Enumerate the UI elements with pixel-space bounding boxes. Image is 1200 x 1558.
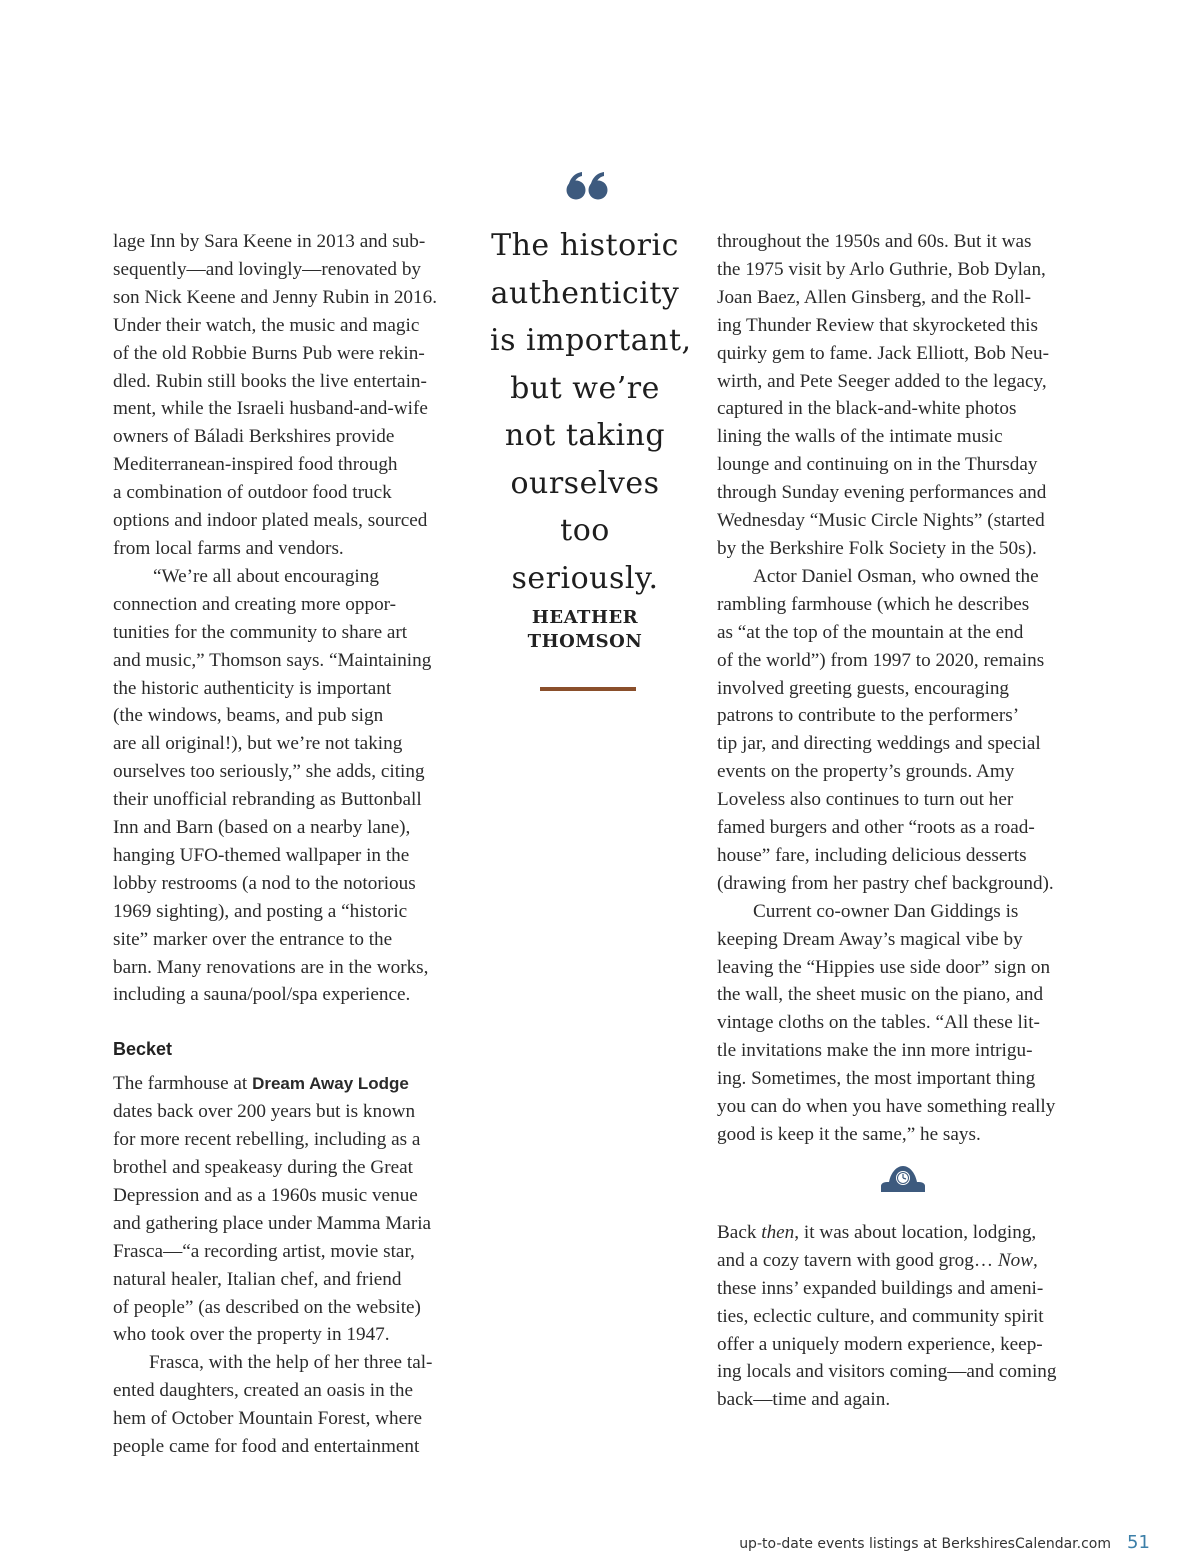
text-line: as “at the top of the mountain at the end (717, 621, 1024, 643)
text-line: (drawing from her pastry chef background). (717, 872, 1054, 894)
text-line: quirky gem to fame. Jack Elliott, Bob Neu- (717, 342, 1049, 364)
text-line: involved greeting guests, encouraging (717, 677, 1010, 699)
text-line: keeping Dream Away’s magical vibe by (717, 928, 1023, 950)
pull-quote (490, 222, 692, 602)
text-line: patrons to contribute to the performers’ (717, 705, 1020, 727)
paragraph (717, 563, 1089, 898)
text-line: Inn and Barn (based on a nearby lane), (113, 817, 411, 839)
section-heading: Becket (113, 1039, 173, 1060)
accent-rule (540, 687, 636, 691)
paragraph (113, 1349, 463, 1461)
text-run: Back (717, 1221, 762, 1243)
pull-quote-line: but we’re (510, 370, 660, 406)
text-line (113, 1070, 463, 1098)
mantel-clock-icon (879, 1162, 927, 1194)
footer-text: up-to-date events listings at BerkshiresCalendar.com (739, 1536, 1111, 1552)
text-line: barn. Many renovations are in the works, (113, 956, 429, 978)
text-line: their unofficial rebranding as Buttonball (113, 789, 422, 811)
text-run: The farmhouse at (113, 1073, 253, 1095)
text-line (717, 1219, 1089, 1247)
text-line: house” fare, including delicious desserts (717, 844, 1027, 866)
text-line: hanging UFO-themed wallpaper in the (113, 844, 410, 866)
paragraph (113, 1070, 463, 1349)
quote-mark-icon (565, 168, 609, 202)
text-line: Current co-owner Dan Giddings is (753, 900, 1019, 922)
text-line: Frasca, with the help of her three tal- (149, 1352, 433, 1374)
text-line (717, 1247, 1089, 1275)
left-column (113, 228, 463, 1461)
pull-quote-attribution (490, 606, 680, 654)
pull-quote-line: authenticity (490, 275, 680, 311)
text-run: , (1033, 1249, 1038, 1271)
text-line: are all original!), but we’re not taking (113, 733, 403, 755)
text-line: Loveless also continues to turn out her (717, 789, 1014, 811)
text-line: Under their watch, the music and magic (113, 314, 420, 336)
text-line: Actor Daniel Osman, who owned the (753, 565, 1039, 587)
text-line: these inns’ expanded buildings and ameni- (717, 1277, 1044, 1299)
text-line: the wall, the sheet music on the piano, and (717, 984, 1044, 1006)
text-line: vintage cloths on the tables. “All these lit- (717, 1012, 1040, 1034)
text-line: events on the property’s grounds. Amy (717, 761, 1015, 783)
paragraph (717, 228, 1089, 563)
pull-quote-line: ourselves (510, 465, 660, 501)
text-line: captured in the black-and-white photos (717, 398, 1017, 420)
text-line: owners of Báladi Berkshires provide (113, 426, 395, 448)
text-line: of people” (as described on the website) (113, 1296, 421, 1318)
text-line: lounge and continuing on in the Thursday (717, 454, 1038, 476)
text-line: wirth, and Pete Seeger added to the legacy, (717, 370, 1047, 392)
text-line: tip jar, and directing weddings and special (717, 733, 1041, 755)
text-line: a combination of outdoor food truck (113, 482, 392, 504)
venue-name: Dream Away Lodge (252, 1074, 409, 1094)
text-line: ties, eclectic culture, and community spirit (717, 1305, 1044, 1327)
text-line: site” marker over the entrance to the (113, 928, 393, 950)
text-line: tunities for the community to share art (113, 621, 408, 643)
text-line: ing locals and visitors coming—and coming (717, 1361, 1057, 1383)
text-line: hem of October Mountain Forest, where (113, 1408, 423, 1430)
text-line: Wednesday “Music Circle Nights” (started (717, 510, 1045, 532)
text-line: the 1975 visit by Arlo Guthrie, Bob Dylan, (717, 258, 1046, 280)
text-line: Depression and as a 1960s music venue (113, 1184, 418, 1206)
text-line: good is keep it the same,” he says. (717, 1124, 981, 1145)
paragraph (113, 563, 463, 1010)
attribution-line: THOMSON (527, 631, 643, 652)
text-line: you can do when you have something really (717, 1096, 1056, 1118)
text-line: for more recent rebelling, including as a (113, 1129, 421, 1151)
paragraph (717, 1219, 1089, 1414)
text-line: ing. Sometimes, the most important thing (717, 1068, 1036, 1090)
attribution-line: HEATHER (531, 607, 639, 628)
paragraph (113, 228, 463, 563)
text-line: the historic authenticity is important (113, 677, 392, 699)
text-line: tle invitations make the inn more intrigu- (717, 1040, 1033, 1062)
text-run: then (761, 1221, 795, 1243)
text-line: ented daughters, created an oasis in the (113, 1380, 413, 1402)
text-line: offer a uniquely modern experience, keep- (717, 1333, 1043, 1355)
text-line: Joan Baez, Allen Ginsberg, and the Roll- (717, 286, 1032, 308)
text-line: ing Thunder Review that skyrocketed this (717, 314, 1038, 336)
text-line: ment, while the Israeli husband-and-wife (113, 398, 428, 420)
text-line: brothel and speakeasy during the Great (113, 1157, 413, 1178)
text-line: who took over the property in 1947. (113, 1324, 390, 1346)
text-line: rambling farmhouse (which he describes (717, 593, 1030, 615)
text-line: (the windows, beams, and pub sign (113, 705, 384, 727)
text-line: back—time and again. (717, 1389, 891, 1411)
pull-quote-line: The historic (491, 228, 679, 263)
text-line: lining the walls of the intimate music (717, 426, 1003, 448)
text-line: and gathering place under Mamma Maria (113, 1212, 432, 1234)
text-line: “We’re all about encouraging (153, 565, 379, 587)
text-run: Now (997, 1249, 1034, 1271)
text-line: leaving the “Hippies use side door” sign on (717, 956, 1051, 978)
text-line: connection and creating more oppor- (113, 593, 397, 615)
text-line: dates back over 200 years but is known (113, 1101, 416, 1123)
pull-quote-line: too (560, 513, 610, 548)
text-line: Frasca—“a recording artist, movie star, (113, 1240, 415, 1262)
text-line: dled. Rubin still books the live entertain- (113, 370, 427, 392)
text-line: of the world”) from 1997 to 2020, remains (717, 649, 1045, 671)
pull-quote-line: is important, (490, 323, 692, 358)
text-line: lobby restrooms (a nod to the notorious (113, 872, 416, 894)
text-line: and music,” Thomson says. “Maintaining (113, 649, 432, 671)
text-line: throughout the 1950s and 60s. But it was (717, 231, 1032, 252)
text-line: natural healer, Italian chef, and friend (113, 1268, 402, 1290)
text-line: people came for food and entertainment (113, 1436, 420, 1458)
text-run: and a cozy tavern with good grog… (717, 1249, 998, 1271)
text-line: through Sunday evening performances and (717, 482, 1047, 504)
text-line: lage Inn by Sara Keene in 2013 and sub- (113, 231, 426, 252)
paragraph (717, 898, 1089, 1149)
text-line: famed burgers and other “roots as a road- (717, 817, 1035, 839)
text-line: 1969 sighting), and posting a “historic (113, 900, 408, 922)
text-line: by the Berkshire Folk Society in the 50s). (717, 537, 1037, 559)
text-line: from local farms and vendors. (113, 537, 344, 559)
text-line: of the old Robbie Burns Pub were rekin- (113, 342, 425, 364)
pull-quote-line: seriously. (511, 560, 659, 596)
right-column (717, 228, 1089, 1414)
page-number: 51 (1127, 1532, 1150, 1553)
text-line: Mediterranean-inspired food through (113, 454, 398, 476)
text-line: options and indoor plated meals, sourced (113, 510, 428, 532)
pull-quote-line: not taking (504, 418, 666, 453)
text-line: including a sauna/pool/spa experience. (113, 984, 411, 1006)
text-run: , it was about location, lodging, (794, 1221, 1037, 1243)
text-line: son Nick Keene and Jenny Rubin in 2016. (113, 286, 438, 308)
text-line: ourselves too seriously,” she adds, citing (113, 761, 425, 783)
text-line: sequently—and lovingly—renovated by (113, 258, 422, 280)
